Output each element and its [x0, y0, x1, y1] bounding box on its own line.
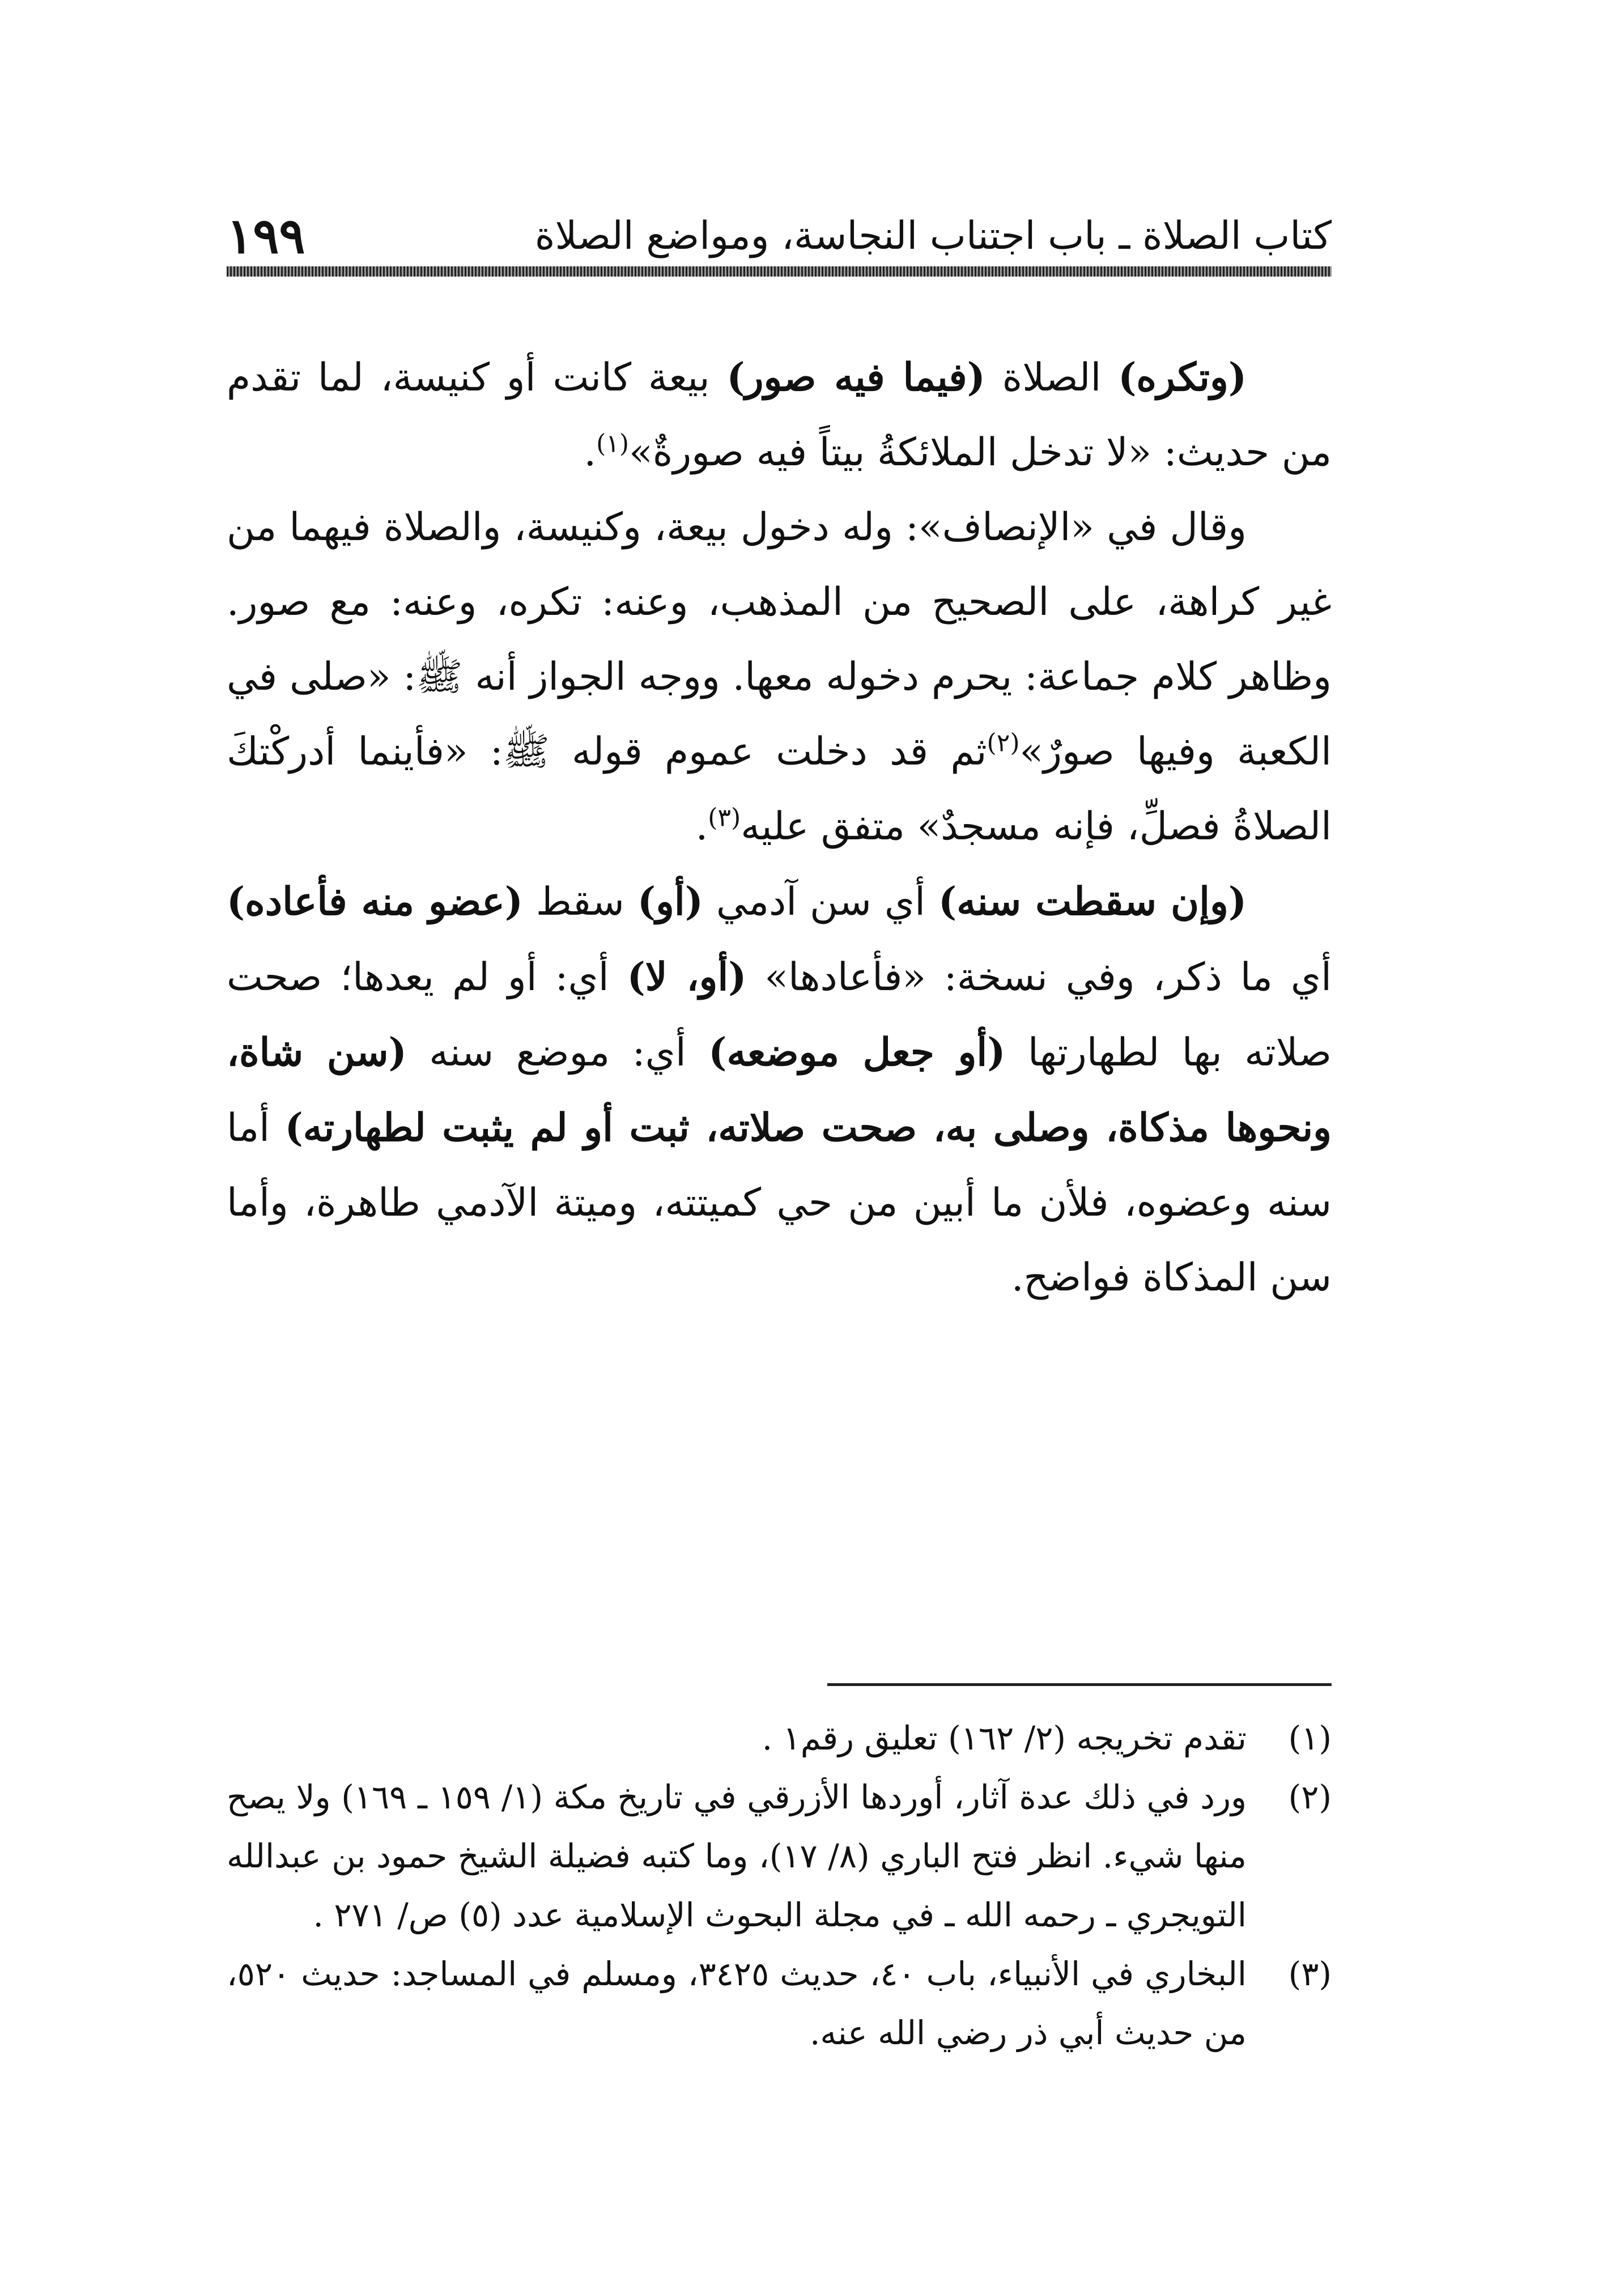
footnote-1 [227, 1709, 1332, 1768]
header-divider [227, 266, 1332, 277]
footnote-text: البخاري في الأنبياء، باب ٤٠، حديث ٣٤٢٥، ومسلم في المساجد: حديث ٥٢٠، من حديث أبي ذر رضي الله عنه. [227, 1955, 1247, 2052]
footnote-3 [227, 1944, 1332, 2062]
commentary-text: بيعة كانت أو كنيسة، لما تقدم من حديث: «لا تدخل الملائكةُ بيتاً فيه صورةٌ» [227, 355, 1332, 475]
footnote-text: تقدم تخريجه (٢/ ١٦٢) تعليق رقم١ . [762, 1719, 1247, 1757]
matn-text: (وإن سقطت سنه) [938, 879, 1247, 924]
commentary-text: أي: أو لم يعدها؛ صحت صلاته بها لطهارتها [227, 955, 1332, 1075]
chapter-title: كتاب الصلاة ـ باب اجتناب النجاسة، ومواضع الصلاة [534, 214, 1332, 258]
footnote-number: (٢) [1288, 1778, 1332, 1816]
footnote-ref: (٢) [987, 728, 1020, 758]
matn-text: (عضو منه فأعاده) [227, 879, 523, 924]
matn-text: (فيما فيه صور) [726, 355, 985, 400]
page-number: ١٩٩ [227, 207, 305, 265]
footnote-text: ورد في ذلك عدة آثار، أوردها الأزرقي في تاريخ مكة (١/ ١٥٩ ـ ١٦٩) ولا يصح منها شيء. انظر فتح الباري (٨/ ١٧)، وما كتبه فضيلة الشيخ حمود بن عبدالله التويجري ـ رحمه الله ـ في مجلة البحوث الإسلامية عدد (٥) ص/ ٢٧١ . [227, 1778, 1247, 1934]
commentary-text: وقال في «الإنصاف»: وله دخول بيعة، وكنيسة، والصلاة فيهما من غير كراهة، على الصحيح من المذهب، وعنه: تكره، وعنه: مع صور. وظاهر كلام جماعة: يحرم دخوله معها. ووجه الجواز أنه ﷺ: «صلى في الكعبة وفيها صورٌ» [227, 505, 1332, 774]
commentary-text: أي: موضع سنه [406, 1030, 709, 1075]
page-header [227, 205, 1332, 267]
matn-text: (أو) [637, 879, 703, 924]
commentary-text: الصلاة [985, 355, 1119, 400]
footnotes [227, 1709, 1332, 2062]
commentary-text: أي سن آدمي [703, 880, 939, 924]
commentary-text: . [584, 430, 597, 475]
commentary-text: سقط [522, 880, 637, 924]
footnote-2 [227, 1768, 1332, 1944]
commentary-text: أما سنه وعضوه، فلأن ما أبين من حي كميتته، وميتة الآدمي طاهرة، وأما سن المذكاة فواضح. [227, 1106, 1332, 1300]
matn-text: (سن شاة، ونحوها مذكاة، وصلى به، صحت صلاته، ثبت أو لم يثبت لطهارته) [227, 1030, 1332, 1150]
matn-text: (أو، لا) [627, 954, 747, 1000]
paragraph-1 [227, 340, 1332, 490]
commentary-text: أي ما ذكر، وفي نسخة: «فأعادها» [746, 955, 1332, 1000]
footnote-number: (١) [1288, 1719, 1332, 1757]
paragraph-2 [227, 490, 1332, 864]
matn-text: (أو جعل موضعه) [708, 1030, 1006, 1075]
main-text [227, 340, 1332, 1315]
footnote-ref: (٣) [708, 803, 741, 833]
commentary-text: . [695, 804, 708, 849]
paragraph-3 [227, 864, 1332, 1315]
footnote-ref: (١) [596, 429, 630, 458]
commentary-text: ثم قد دخلت عموم قوله ﷺ: «فأينما أدركْتكَ الصلاةُ فصلِّ، فإنه مسجدٌ» متفق عليه [227, 729, 1332, 849]
matn-text: (وتكره) [1118, 355, 1247, 400]
footnote-divider [827, 1683, 1332, 1686]
footnote-number: (٣) [1288, 1955, 1332, 1993]
